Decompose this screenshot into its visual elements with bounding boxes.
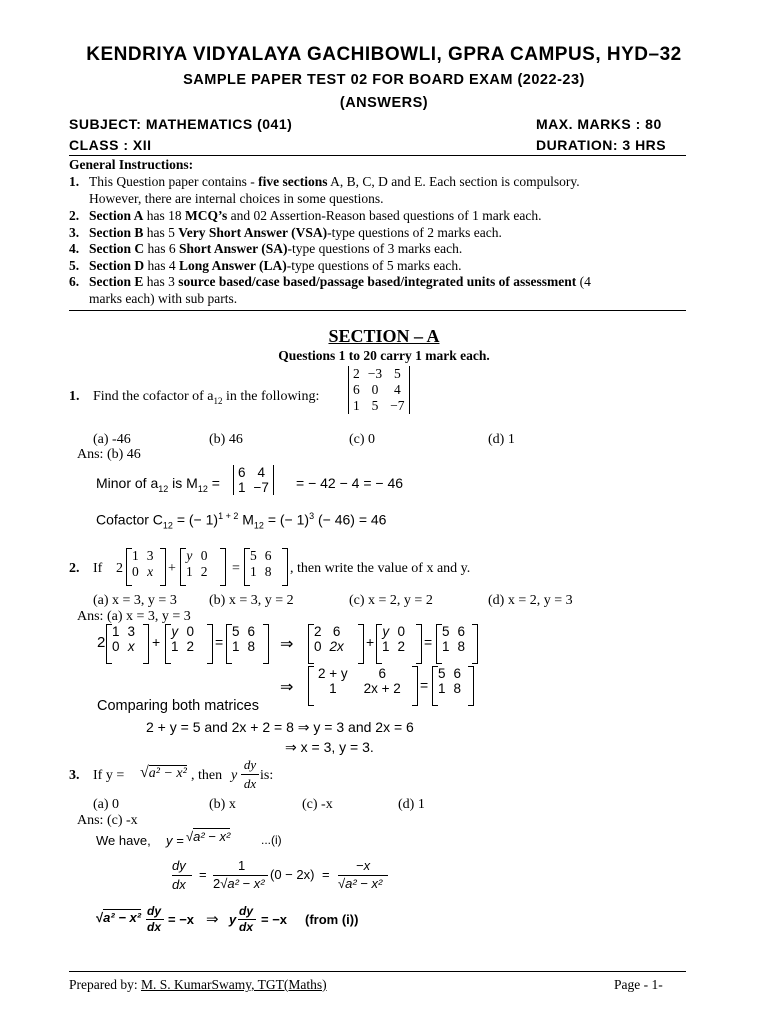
minor-text: = xyxy=(207,475,220,491)
bracket-right xyxy=(358,624,364,664)
q1-sub: 12 xyxy=(213,395,223,406)
det-cell: 6 xyxy=(353,382,360,397)
cof-sup: 3 xyxy=(309,511,315,521)
mat-cell: 0 xyxy=(186,624,195,639)
q3-option-b: (b) x xyxy=(209,797,236,812)
q2-compare: Comparing both matrices xyxy=(97,698,259,714)
q3-dy: dy xyxy=(243,757,257,772)
instruction-bold: five sections xyxy=(258,174,328,189)
q2-text: , then write the value of x and y. xyxy=(290,561,471,576)
q2-plus: + xyxy=(168,561,176,576)
instruction-number: 1. xyxy=(69,174,80,189)
q3-part: (0 − 2x) xyxy=(270,867,315,882)
q2-option-a: (a) x = 3, y = 3 xyxy=(93,593,177,608)
equals: = xyxy=(199,867,207,882)
det-cell: 0 xyxy=(371,382,379,397)
q3-wehave: We have, xyxy=(96,833,151,848)
page-number: Page - 1- xyxy=(614,977,663,992)
mat-cell: 2 + y xyxy=(318,666,348,681)
instruction-text: marks each) with sub parts. xyxy=(89,290,238,306)
radicand: a² − x² xyxy=(103,910,142,925)
mat-cell: y xyxy=(382,624,390,639)
mat-cell: 6 xyxy=(332,624,341,639)
mat-cell: 8 xyxy=(247,639,256,654)
mat-cell: 3 xyxy=(146,548,154,563)
mat-cell: 2 xyxy=(200,564,208,579)
mat-cell: 8 xyxy=(264,564,272,579)
bracket-right xyxy=(263,624,269,664)
radicand: a² − x² xyxy=(193,829,231,844)
cof-sub: 12 xyxy=(253,520,264,531)
det-cell: 5 xyxy=(393,366,401,381)
det-cell: 6 xyxy=(238,465,246,480)
mat-cell: 1 xyxy=(186,564,193,579)
bracket-right xyxy=(160,548,166,586)
implies: ⇒ xyxy=(280,679,294,696)
mat-cell: 0 xyxy=(200,548,208,563)
q1-minor-value: = − 42 − 4 = − 46 xyxy=(296,475,404,491)
one: 1 xyxy=(238,858,246,873)
footer-divider xyxy=(69,971,686,972)
sqrt-icon: √ xyxy=(186,829,194,844)
mat-cell: 5 xyxy=(442,624,450,639)
q2-equals: = xyxy=(232,561,240,576)
q2-number: 2. xyxy=(69,561,80,576)
q3-yeq: y = xyxy=(166,833,184,848)
q3-sqrt-a xyxy=(186,829,230,844)
mat-cell: 6 xyxy=(247,624,256,639)
instruction-text: has 18 xyxy=(143,208,186,223)
bracket-right xyxy=(412,666,418,706)
mat-cell: 6 xyxy=(453,666,462,681)
cof-text: = (− 1) xyxy=(263,511,310,528)
instruction-bold: Very Short Answer (VSA) xyxy=(178,225,328,240)
q3-final-sqrt xyxy=(96,910,141,925)
bracket-right xyxy=(472,624,478,664)
mat-cell: 0 xyxy=(132,564,139,579)
sqrt-icon: √ xyxy=(220,876,228,891)
cof-text: (− 46) = 46 xyxy=(314,511,387,528)
bracket-right xyxy=(468,666,474,706)
q3-denominator xyxy=(213,876,265,891)
mat-cell: 2 xyxy=(397,639,406,654)
q3-eq2: = −x xyxy=(168,912,195,927)
equals: = xyxy=(420,677,429,693)
q1-determinant xyxy=(348,366,410,414)
max-marks: MAX. MARKS : 80 xyxy=(536,116,662,132)
mat-cell: 0 xyxy=(112,639,120,654)
q1-option-d: (d) 1 xyxy=(488,432,515,447)
dx: dx xyxy=(172,877,186,892)
q2-option-c: (c) x = 2, y = 2 xyxy=(349,593,433,608)
instruction-text: has 6 xyxy=(144,241,179,256)
instructions-title: General Instructions: xyxy=(69,157,194,172)
mat-cell: 2x xyxy=(329,639,344,654)
minus-x: −x xyxy=(356,858,371,873)
equals: = xyxy=(322,867,330,882)
det-cell: −7 xyxy=(390,398,405,413)
q2-matrix-1 xyxy=(128,548,158,580)
q1-minor-line xyxy=(96,475,220,494)
dx: dx xyxy=(147,920,162,934)
q3-number: 3. xyxy=(69,768,80,783)
instruction-bold: Section D xyxy=(89,258,145,273)
radicand: a² − x² xyxy=(345,876,383,891)
bracket-right xyxy=(282,548,288,586)
author-name: M. S. KumarSwamy, TGT(Maths) xyxy=(140,977,327,992)
q1-minor-determinant xyxy=(233,465,274,495)
instruction-text: and 02 Assertion-Reason based questions of 1 mark each. xyxy=(227,208,542,223)
q1-option-b: (b) 46 xyxy=(209,432,243,447)
answers-label: (ANSWERS) xyxy=(339,95,429,111)
mat-cell: 1 xyxy=(382,639,390,654)
prepared-label: Prepared by: xyxy=(69,977,141,992)
q1-cofactor-line xyxy=(96,511,386,530)
mat-cell: 6 xyxy=(378,666,386,681)
plus: + xyxy=(152,634,161,650)
q2-scalar: 2 xyxy=(116,561,123,576)
mat-cell: y xyxy=(171,624,179,639)
det-cell: 5 xyxy=(371,398,379,413)
mat-cell: 8 xyxy=(453,681,462,696)
q2-work-scalar: 2 xyxy=(97,634,106,651)
minor-sub: 12 xyxy=(158,483,169,494)
dy: dy xyxy=(172,858,186,873)
q3-y: y xyxy=(231,768,238,783)
mat-cell: x xyxy=(147,564,154,579)
radicand: a² − x² xyxy=(227,876,265,891)
instruction-bold: source based/case based/passage based/integrated units of assessment xyxy=(178,274,577,289)
mat-cell: y xyxy=(186,548,193,563)
q2-answer: Ans: (a) x = 3, y = 3 xyxy=(77,609,191,624)
q1-answer: Ans: (b) 46 xyxy=(77,447,141,462)
q2-eqline-2: ⇒ x = 3, y = 3. xyxy=(285,739,374,755)
mat-cell: 2 xyxy=(314,624,322,639)
bracket-right xyxy=(220,548,226,586)
paper-title: SAMPLE PAPER TEST 02 FOR BOARD EXAM (2022-23) xyxy=(183,72,585,88)
minor-sub: 12 xyxy=(197,483,208,494)
q2-work-matrix-3 xyxy=(228,624,259,654)
q3-then: , then xyxy=(191,768,223,783)
cof-text: M xyxy=(238,511,254,528)
dy: dy xyxy=(147,904,162,918)
mat-cell: 1 xyxy=(112,624,120,639)
mat-cell: 5 xyxy=(250,548,257,563)
instructions-divider xyxy=(69,310,686,311)
q2-work-matrix-2 xyxy=(167,624,198,654)
q3-option-a: (a) 0 xyxy=(93,797,120,812)
bracket-right xyxy=(416,624,422,664)
q2-matrix-2 xyxy=(182,548,212,580)
class: CLASS : XII xyxy=(69,137,152,153)
instruction-number: 6. xyxy=(69,274,80,289)
equals: = xyxy=(424,634,433,650)
mat-cell: 2x + 2 xyxy=(363,681,401,696)
school-name: KENDRIYA VIDYALAYA GACHIBOWLI, GPRA CAMPUS, HYD–32 xyxy=(86,44,682,65)
q2-work-matrix-5 xyxy=(378,624,409,654)
header-divider xyxy=(69,155,686,156)
q3-ref: ...(i) xyxy=(261,833,282,847)
instruction-text: However, there are internal choices in some questions. xyxy=(89,190,384,206)
bracket-right xyxy=(207,624,213,664)
q2-option-d: (d) x = 2, y = 3 xyxy=(488,593,573,608)
q2-work-matrix-4 xyxy=(310,624,348,654)
mat-cell: 1 xyxy=(329,681,337,696)
mat-cell: 1 xyxy=(442,639,450,654)
mat-cell: 5 xyxy=(232,624,240,639)
q3-ydydx: = −x xyxy=(261,912,288,927)
equals: = xyxy=(215,634,224,650)
mat-cell: 0 xyxy=(314,639,322,654)
cof-sub: 12 xyxy=(162,520,173,531)
q3-radicand: a² − x² xyxy=(148,766,187,781)
instruction-text: has 5 xyxy=(143,225,179,240)
q2-eqline-1: 2 + y = 5 and 2x + 2 = 8 ⇒ y = 3 and 2x = 6 xyxy=(146,719,414,735)
cof-text: = (− 1) xyxy=(172,511,219,528)
mat-cell: 8 xyxy=(457,639,466,654)
instruction-text: has 3 xyxy=(143,274,179,289)
instruction-text: This Question paper contains - xyxy=(89,174,259,189)
instruction-text: (4 xyxy=(576,274,591,289)
q2-work-matrix-1 xyxy=(108,624,139,654)
q3-dx: dx xyxy=(243,776,257,791)
mat-cell: 1 xyxy=(438,681,446,696)
det-cell: −7 xyxy=(253,480,269,495)
instruction-text: -type questions of 2 marks each. xyxy=(327,225,502,240)
section-title: SECTION – A xyxy=(328,326,440,346)
q1-text-b: in the following: xyxy=(222,389,320,404)
mat-cell: 5 xyxy=(438,666,446,681)
mat-cell: 1 xyxy=(171,639,179,654)
instruction-text: -type questions of 3 marks each. xyxy=(287,241,463,256)
q3-option-d: (d) 1 xyxy=(398,797,425,812)
q1-text-a: Find the cofactor of a xyxy=(93,389,214,404)
instruction-number: 2. xyxy=(69,208,80,223)
q3-option-c: (c) -x xyxy=(302,797,333,812)
instruction-bold: Short Answer (SA) xyxy=(179,241,288,256)
sqrt-icon: √ xyxy=(140,764,149,781)
mat-cell: x xyxy=(127,639,135,654)
q3-sqrt xyxy=(140,764,187,782)
instruction-bold: Section A xyxy=(89,208,144,223)
q2-matrix-3 xyxy=(246,548,276,580)
q1-text xyxy=(93,389,319,406)
cof-sup: 1 + 2 xyxy=(218,511,239,521)
duration: DURATION: 3 HRS xyxy=(536,137,667,153)
implies: ⇒ xyxy=(280,636,294,653)
fraction-bar xyxy=(241,774,259,775)
q2-work-matrix-8 xyxy=(434,666,465,696)
bracket-right xyxy=(143,624,149,664)
sqrt-icon: √ xyxy=(96,910,104,925)
det-cell: 4 xyxy=(257,465,265,480)
instruction-number: 5. xyxy=(69,258,80,273)
mat-cell: 1 xyxy=(232,639,240,654)
minor-text: Minor of a xyxy=(96,475,159,491)
mat-cell: 2 xyxy=(186,639,195,654)
mat-cell: 6 xyxy=(457,624,466,639)
sqrt-icon: √ xyxy=(338,876,346,891)
implies: ⇒ xyxy=(206,911,219,928)
q1-option-a: (a) -46 xyxy=(93,432,131,447)
dx: dx xyxy=(239,920,254,934)
q3-from: (from (i)) xyxy=(305,912,359,927)
det-cell: 1 xyxy=(238,480,246,495)
det-cell: 4 xyxy=(393,382,401,397)
plus: + xyxy=(366,634,375,650)
instruction-bold: MCQ’s xyxy=(185,208,228,223)
mat-cell: 6 xyxy=(264,548,272,563)
det-cell: 2 xyxy=(353,366,360,381)
fraction-bar xyxy=(172,875,192,876)
instruction-bold: Section C xyxy=(89,241,145,256)
instruction-bold: Long Answer (LA) xyxy=(179,258,287,273)
mat-cell: 1 xyxy=(250,564,257,579)
q3-answer: Ans: (c) -x xyxy=(77,813,138,828)
minor-text: is M xyxy=(168,475,198,491)
section-subtitle: Questions 1 to 20 carry 1 mark each. xyxy=(278,348,490,363)
instruction-number: 3. xyxy=(69,225,80,240)
q2-if: If xyxy=(93,561,103,576)
footer-prepared xyxy=(69,977,327,993)
q2-work-matrix-7 xyxy=(310,666,409,696)
q2-option-b: (b) x = 3, y = 2 xyxy=(209,593,294,608)
q3-is: is: xyxy=(260,768,274,783)
instruction-text: has 4 xyxy=(144,258,179,273)
q3-denominator-2 xyxy=(338,876,382,891)
instruction-number: 4. xyxy=(69,241,80,256)
instruction-text: -type questions of 5 marks each. xyxy=(286,258,462,273)
dy: dy xyxy=(239,904,254,918)
subject: SUBJECT: MATHEMATICS (041) xyxy=(69,116,293,132)
q1-option-c: (c) 0 xyxy=(349,432,376,447)
instruction-bold: Section E xyxy=(89,274,144,289)
q3-if: If y = xyxy=(93,768,125,783)
instruction-bold: Section B xyxy=(89,225,144,240)
mat-cell: 0 xyxy=(397,624,406,639)
det-cell: 1 xyxy=(353,398,360,413)
q1-number: 1. xyxy=(69,389,80,404)
mat-cell: 3 xyxy=(127,624,136,639)
y: y xyxy=(229,912,237,927)
q2-work-matrix-6 xyxy=(438,624,469,654)
det-cell: −3 xyxy=(367,366,383,381)
two: 2 xyxy=(213,876,221,891)
instruction-text: A, B, C, D and E. Each section is compulsory. xyxy=(327,174,580,189)
mat-cell: 1 xyxy=(132,548,139,563)
cof-text: Cofactor C xyxy=(96,511,163,528)
